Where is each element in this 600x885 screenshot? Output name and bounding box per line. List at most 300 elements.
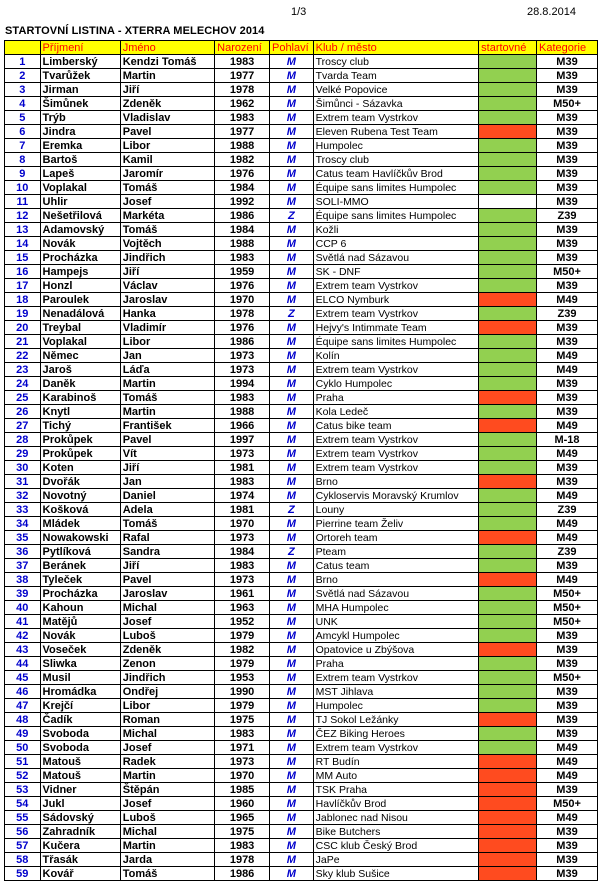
cell-surname: Voseček — [40, 643, 120, 657]
cell-first-name: Jaroslav — [120, 587, 214, 601]
cell-club: Cykloservis Moravský Krumlov — [313, 489, 479, 503]
cell-category: Z39 — [537, 503, 598, 517]
cell-category: M49 — [537, 447, 598, 461]
cell-birth-year: 1988 — [215, 139, 270, 153]
cell-category: M39 — [537, 139, 598, 153]
table-row — [5, 195, 598, 209]
cell-entry-fee — [479, 685, 537, 699]
cell-gender: M — [269, 55, 313, 69]
cell-club: Humpolec — [313, 699, 479, 713]
cell-number: 1 — [5, 55, 41, 69]
cell-club: Bike Butchers — [313, 825, 479, 839]
cell-club: JaPe — [313, 853, 479, 867]
cell-birth-year: 1981 — [215, 461, 270, 475]
cell-club: Louny — [313, 503, 479, 517]
cell-number: 50 — [5, 741, 41, 755]
cell-club: CSC klub Český Brod — [313, 839, 479, 853]
cell-entry-fee — [479, 783, 537, 797]
cell-number: 21 — [5, 335, 41, 349]
table-row — [5, 615, 598, 629]
cell-surname: Svoboda — [40, 741, 120, 755]
cell-surname: Eremka — [40, 139, 120, 153]
cell-birth-year: 1978 — [215, 83, 270, 97]
header-club: Klub / město — [313, 41, 479, 55]
cell-category: M39 — [537, 405, 598, 419]
cell-number: 43 — [5, 643, 41, 657]
cell-gender: M — [269, 839, 313, 853]
cell-surname: Trýb — [40, 111, 120, 125]
cell-club: UNK — [313, 615, 479, 629]
cell-club: Extrem team Vystrkov — [313, 363, 479, 377]
cell-birth-year: 1983 — [215, 55, 270, 69]
cell-number: 12 — [5, 209, 41, 223]
cell-number: 19 — [5, 307, 41, 321]
cell-gender: M — [269, 489, 313, 503]
cell-entry-fee — [479, 489, 537, 503]
cell-birth-year: 1984 — [215, 223, 270, 237]
cell-surname: Nowakowski — [40, 531, 120, 545]
header-surname: Příjmení — [40, 41, 120, 55]
cell-gender: M — [269, 531, 313, 545]
table-row — [5, 97, 598, 111]
cell-gender: Z — [269, 209, 313, 223]
cell-number: 20 — [5, 321, 41, 335]
cell-entry-fee — [479, 321, 537, 335]
cell-number: 42 — [5, 629, 41, 643]
cell-birth-year: 1983 — [215, 251, 270, 265]
table-row — [5, 391, 598, 405]
cell-category: M50+ — [537, 265, 598, 279]
cell-category: M50+ — [537, 615, 598, 629]
cell-category: M50+ — [537, 797, 598, 811]
cell-gender: M — [269, 69, 313, 83]
cell-entry-fee — [479, 153, 537, 167]
cell-entry-fee — [479, 377, 537, 391]
cell-number: 44 — [5, 657, 41, 671]
cell-club: SOLI-MMO — [313, 195, 479, 209]
cell-first-name: Markéta — [120, 209, 214, 223]
cell-category: M39 — [537, 377, 598, 391]
cell-surname: Voplakal — [40, 335, 120, 349]
cell-first-name: Michal — [120, 825, 214, 839]
cell-club: Světlá nad Sázavou — [313, 251, 479, 265]
cell-surname: Procházka — [40, 587, 120, 601]
cell-club: Extrem team Vystrkov — [313, 279, 479, 293]
cell-gender: M — [269, 265, 313, 279]
cell-number: 55 — [5, 811, 41, 825]
cell-birth-year: 1973 — [215, 447, 270, 461]
cell-club: MM Auto — [313, 769, 479, 783]
cell-entry-fee — [479, 307, 537, 321]
cell-birth-year: 1978 — [215, 307, 270, 321]
cell-number: 32 — [5, 489, 41, 503]
cell-category: M39 — [537, 783, 598, 797]
cell-number: 49 — [5, 727, 41, 741]
cell-category: M39 — [537, 125, 598, 139]
cell-first-name: Michal — [120, 727, 214, 741]
cell-birth-year: 1979 — [215, 657, 270, 671]
cell-number: 25 — [5, 391, 41, 405]
cell-entry-fee — [479, 251, 537, 265]
table-row — [5, 783, 598, 797]
cell-birth-year: 1985 — [215, 783, 270, 797]
cell-gender: M — [269, 97, 313, 111]
cell-gender: M — [269, 629, 313, 643]
cell-number: 54 — [5, 797, 41, 811]
cell-birth-year: 1966 — [215, 419, 270, 433]
cell-first-name: Zdeněk — [120, 97, 214, 111]
header-first-name: Jméno — [120, 41, 214, 55]
cell-number: 56 — [5, 825, 41, 839]
table-row — [5, 55, 598, 69]
cell-entry-fee — [479, 111, 537, 125]
table-row — [5, 125, 598, 139]
cell-number: 22 — [5, 349, 41, 363]
cell-surname: Karabinoš — [40, 391, 120, 405]
cell-first-name: Jindřich — [120, 671, 214, 685]
cell-club: Extrem team Vystrkov — [313, 307, 479, 321]
cell-club: Extrem team Vystrkov — [313, 111, 479, 125]
cell-first-name: Tomáš — [120, 223, 214, 237]
table-row — [5, 671, 598, 685]
table-row — [5, 293, 598, 307]
table-row — [5, 153, 598, 167]
cell-birth-year: 1975 — [215, 713, 270, 727]
cell-gender: M — [269, 447, 313, 461]
table-row — [5, 209, 598, 223]
cell-surname: Dvořák — [40, 475, 120, 489]
cell-club: Catus team Havlíčkův Brod — [313, 167, 479, 181]
cell-club: Praha — [313, 391, 479, 405]
cell-first-name: Radek — [120, 755, 214, 769]
table-row — [5, 405, 598, 419]
cell-gender: M — [269, 475, 313, 489]
cell-club: Tvarda Team — [313, 69, 479, 83]
cell-gender: M — [269, 727, 313, 741]
cell-entry-fee — [479, 419, 537, 433]
cell-number: 33 — [5, 503, 41, 517]
table-row — [5, 363, 598, 377]
cell-category: M39 — [537, 55, 598, 69]
cell-club: Kolín — [313, 349, 479, 363]
cell-category: M39 — [537, 461, 598, 475]
cell-entry-fee — [479, 391, 537, 405]
cell-number: 15 — [5, 251, 41, 265]
cell-category: M39 — [537, 867, 598, 881]
cell-club: Catus team — [313, 559, 479, 573]
cell-category: Z39 — [537, 307, 598, 321]
cell-entry-fee — [479, 769, 537, 783]
cell-birth-year: 1952 — [215, 615, 270, 629]
cell-birth-year: 1960 — [215, 797, 270, 811]
cell-surname: Tichý — [40, 419, 120, 433]
cell-birth-year: 1973 — [215, 755, 270, 769]
cell-number: 48 — [5, 713, 41, 727]
cell-club: Brno — [313, 573, 479, 587]
cell-surname: Uhlir — [40, 195, 120, 209]
cell-club: Troscy club — [313, 55, 479, 69]
cell-first-name: Jaromír — [120, 167, 214, 181]
cell-first-name: Vojtěch — [120, 237, 214, 251]
cell-birth-year: 1975 — [215, 825, 270, 839]
cell-category: M39 — [537, 475, 598, 489]
cell-first-name: Jiří — [120, 559, 214, 573]
cell-gender: M — [269, 139, 313, 153]
cell-birth-year: 1986 — [215, 209, 270, 223]
table-row — [5, 811, 598, 825]
cell-first-name: Jiří — [120, 83, 214, 97]
cell-first-name: Jan — [120, 349, 214, 363]
cell-gender: M — [269, 769, 313, 783]
cell-gender: M — [269, 461, 313, 475]
page-number: 1/3 — [291, 6, 307, 18]
cell-first-name: Vít — [120, 447, 214, 461]
cell-gender: Z — [269, 545, 313, 559]
cell-entry-fee — [479, 839, 537, 853]
cell-number: 23 — [5, 363, 41, 377]
cell-surname: Matějů — [40, 615, 120, 629]
cell-surname: Němec — [40, 349, 120, 363]
cell-club: MHA Humpolec — [313, 601, 479, 615]
cell-birth-year: 1990 — [215, 685, 270, 699]
cell-first-name: Vladimír — [120, 321, 214, 335]
cell-club: Équipe sans limites Humpolec — [313, 335, 479, 349]
cell-surname: Hampejs — [40, 265, 120, 279]
cell-birth-year: 1961 — [215, 587, 270, 601]
cell-number: 35 — [5, 531, 41, 545]
cell-entry-fee — [479, 867, 537, 881]
table-row — [5, 251, 598, 265]
cell-first-name: Martin — [120, 69, 214, 83]
cell-number: 24 — [5, 377, 41, 391]
cell-first-name: Jaroslav — [120, 293, 214, 307]
cell-birth-year: 1979 — [215, 629, 270, 643]
cell-gender: M — [269, 377, 313, 391]
cell-club: Kožli — [313, 223, 479, 237]
cell-category: M49 — [537, 741, 598, 755]
cell-club: Světlá nad Sázavou — [313, 587, 479, 601]
cell-club: Ortoreh team — [313, 531, 479, 545]
cell-birth-year: 1982 — [215, 643, 270, 657]
cell-gender: M — [269, 111, 313, 125]
cell-entry-fee — [479, 755, 537, 769]
cell-entry-fee — [479, 531, 537, 545]
header-entry-fee: startovné — [479, 41, 537, 55]
cell-first-name: Adela — [120, 503, 214, 517]
cell-surname: Sliwka — [40, 657, 120, 671]
cell-entry-fee — [479, 433, 537, 447]
cell-club: Extrem team Vystrkov — [313, 433, 479, 447]
cell-first-name: Martin — [120, 769, 214, 783]
cell-gender: M — [269, 391, 313, 405]
cell-number: 29 — [5, 447, 41, 461]
cell-surname: Treybal — [40, 321, 120, 335]
table-row — [5, 741, 598, 755]
cell-surname: Matouš — [40, 755, 120, 769]
cell-gender: M — [269, 671, 313, 685]
cell-number: 13 — [5, 223, 41, 237]
cell-club: Sky klub Sušice — [313, 867, 479, 881]
table-row — [5, 111, 598, 125]
cell-category: M49 — [537, 531, 598, 545]
cell-club: Amcykl Humpolec — [313, 629, 479, 643]
cell-entry-fee — [479, 363, 537, 377]
cell-club: Brno — [313, 475, 479, 489]
cell-club: Troscy club — [313, 153, 479, 167]
table-row — [5, 713, 598, 727]
cell-surname: Tvarůžek — [40, 69, 120, 83]
cell-surname: Jirman — [40, 83, 120, 97]
cell-first-name: Sandra — [120, 545, 214, 559]
table-row — [5, 769, 598, 783]
cell-surname: Paroulek — [40, 293, 120, 307]
cell-first-name: Martin — [120, 377, 214, 391]
cell-surname: Šimůnek — [40, 97, 120, 111]
cell-birth-year: 1977 — [215, 125, 270, 139]
cell-first-name: Libor — [120, 335, 214, 349]
cell-surname: Daněk — [40, 377, 120, 391]
table-row — [5, 853, 598, 867]
cell-category: M49 — [537, 811, 598, 825]
cell-entry-fee — [479, 139, 537, 153]
table-row — [5, 825, 598, 839]
cell-category: M49 — [537, 489, 598, 503]
table-row — [5, 657, 598, 671]
cell-birth-year: 1997 — [215, 433, 270, 447]
table-row — [5, 83, 598, 97]
cell-category: M39 — [537, 181, 598, 195]
cell-gender: M — [269, 559, 313, 573]
cell-entry-fee — [479, 629, 537, 643]
table-row — [5, 167, 598, 181]
cell-gender: M — [269, 419, 313, 433]
table-row — [5, 839, 598, 853]
cell-category: M49 — [537, 769, 598, 783]
cell-surname: Adamovský — [40, 223, 120, 237]
cell-birth-year: 1962 — [215, 97, 270, 111]
cell-surname: Kovář — [40, 867, 120, 881]
cell-entry-fee — [479, 517, 537, 531]
table-row — [5, 643, 598, 657]
cell-gender: M — [269, 587, 313, 601]
cell-category: M39 — [537, 321, 598, 335]
cell-surname: Matouš — [40, 769, 120, 783]
table-row — [5, 307, 598, 321]
cell-birth-year: 1963 — [215, 601, 270, 615]
cell-category: M50+ — [537, 671, 598, 685]
table-row — [5, 461, 598, 475]
table-row — [5, 181, 598, 195]
cell-entry-fee — [479, 671, 537, 685]
cell-club: Opatovice u Zbýšova — [313, 643, 479, 657]
cell-first-name: Libor — [120, 699, 214, 713]
cell-birth-year: 1983 — [215, 475, 270, 489]
cell-first-name: Josef — [120, 797, 214, 811]
cell-birth-year: 1965 — [215, 811, 270, 825]
cell-surname: Novák — [40, 237, 120, 251]
cell-entry-fee — [479, 265, 537, 279]
cell-first-name: Rafal — [120, 531, 214, 545]
cell-first-name: Roman — [120, 713, 214, 727]
cell-first-name: Josef — [120, 741, 214, 755]
cell-first-name: Luboš — [120, 811, 214, 825]
table-row — [5, 237, 598, 251]
table-row — [5, 69, 598, 83]
cell-entry-fee — [479, 195, 537, 209]
cell-surname: Krejčí — [40, 699, 120, 713]
table-row — [5, 601, 598, 615]
cell-entry-fee — [479, 475, 537, 489]
cell-gender: M — [269, 741, 313, 755]
cell-first-name: Tomáš — [120, 517, 214, 531]
cell-category: M49 — [537, 363, 598, 377]
cell-club: Cyklo Humpolec — [313, 377, 479, 391]
cell-surname: Hromádka — [40, 685, 120, 699]
cell-gender: M — [269, 797, 313, 811]
cell-number: 53 — [5, 783, 41, 797]
cell-first-name: Luboš — [120, 629, 214, 643]
cell-number: 14 — [5, 237, 41, 251]
cell-number: 9 — [5, 167, 41, 181]
cell-entry-fee — [479, 853, 537, 867]
header-birth-year: Narození — [215, 41, 270, 55]
cell-entry-fee — [479, 797, 537, 811]
cell-number: 26 — [5, 405, 41, 419]
cell-birth-year: 1970 — [215, 517, 270, 531]
cell-number: 39 — [5, 587, 41, 601]
cell-surname: Prokůpek — [40, 433, 120, 447]
cell-category: M39 — [537, 699, 598, 713]
cell-first-name: Vladislav — [120, 111, 214, 125]
cell-category: M39 — [537, 391, 598, 405]
cell-birth-year: 1983 — [215, 111, 270, 125]
header-row — [5, 41, 598, 55]
cell-first-name: Tomáš — [120, 391, 214, 405]
cell-birth-year: 1992 — [215, 195, 270, 209]
cell-number: 58 — [5, 853, 41, 867]
table-row — [5, 559, 598, 573]
cell-category: M50+ — [537, 97, 598, 111]
cell-number: 51 — [5, 755, 41, 769]
cell-number: 31 — [5, 475, 41, 489]
cell-gender: M — [269, 125, 313, 139]
cell-first-name: Tomáš — [120, 867, 214, 881]
cell-category: M49 — [537, 755, 598, 769]
cell-surname: Jindra — [40, 125, 120, 139]
cell-first-name: Martin — [120, 405, 214, 419]
cell-club: Équipe sans limites Humpolec — [313, 181, 479, 195]
cell-number: 30 — [5, 461, 41, 475]
cell-gender: M — [269, 573, 313, 587]
cell-gender: M — [269, 181, 313, 195]
cell-club: Praha — [313, 657, 479, 671]
cell-gender: M — [269, 349, 313, 363]
cell-entry-fee — [479, 657, 537, 671]
cell-first-name: Josef — [120, 615, 214, 629]
cell-surname: Honzl — [40, 279, 120, 293]
cell-birth-year: 1983 — [215, 391, 270, 405]
cell-club: Jablonec nad Nisou — [313, 811, 479, 825]
cell-category: M39 — [537, 153, 598, 167]
cell-first-name: Daniel — [120, 489, 214, 503]
cell-gender: M — [269, 825, 313, 839]
table-row — [5, 419, 598, 433]
document-title: STARTOVNÍ LISTINA - XTERRA MELECHOV 2014 — [5, 25, 265, 37]
cell-gender: M — [269, 517, 313, 531]
cell-entry-fee — [479, 97, 537, 111]
cell-surname: Mládek — [40, 517, 120, 531]
cell-birth-year: 1973 — [215, 531, 270, 545]
